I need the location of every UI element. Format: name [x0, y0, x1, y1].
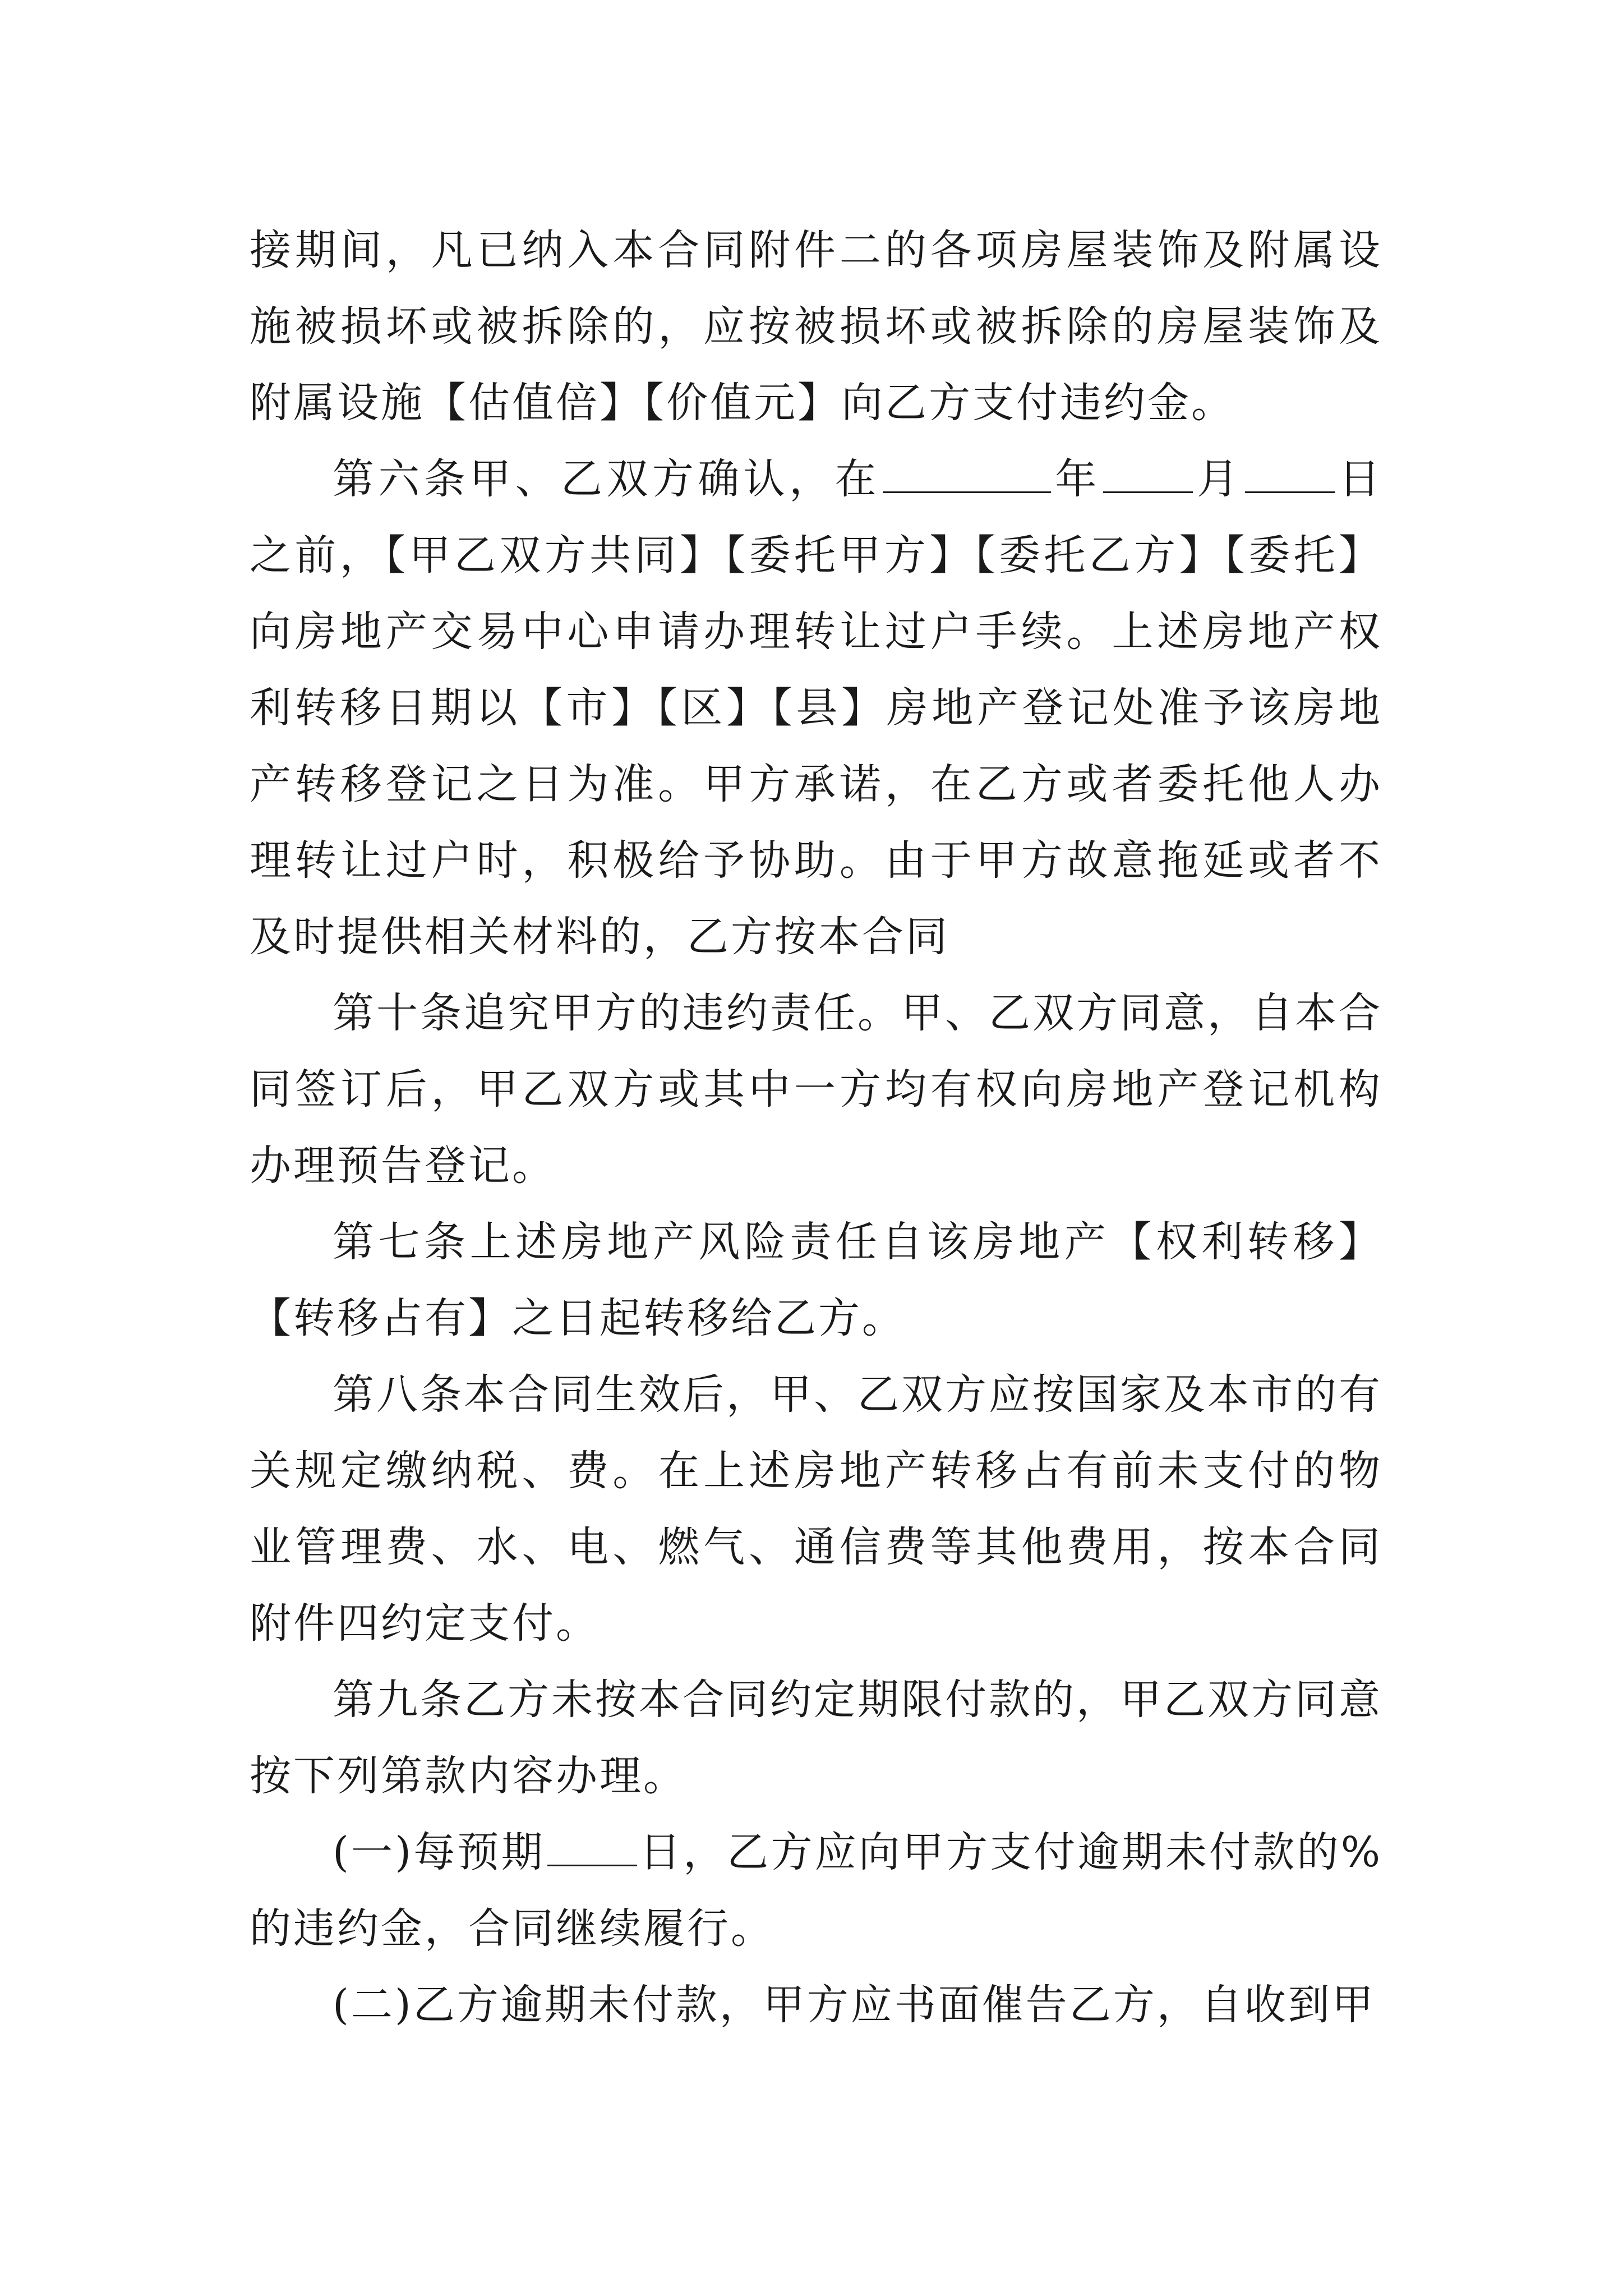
paragraph-text: 接期间，凡已纳入本合同附件二的各项房屋装饰及附属设施被损坏或被拆除的，应按被损坏或被拆除的房屋装饰及附属设施【估值倍】【价值元】向乙方支付违约金。	[250, 226, 1382, 427]
fill-in-blank	[883, 452, 1051, 493]
paragraph-text: 第七条上述房地产风险责任自该房地产【权利转移】【转移占有】之日起转移给乙方。	[250, 1218, 1382, 1342]
paragraph-text: (二)乙方逾期未付款，甲方应书面催告乙方，自收到甲	[333, 1981, 1376, 2029]
fill-in-blank	[547, 1825, 637, 1866]
paragraph-text: 第六条甲、乙双方确认，在	[333, 455, 880, 503]
paragraph-continuation	[250, 212, 1382, 441]
paragraph-article-6	[250, 441, 1382, 975]
fill-in-blank	[1245, 452, 1335, 493]
paragraph-text: (一)每预期	[333, 1828, 545, 1876]
paragraph-item-1	[250, 1814, 1382, 1967]
paragraph-item-2	[250, 1967, 1382, 2043]
paragraph-text: 月	[1195, 455, 1243, 503]
paragraph-text: 第九条乙方未按本合同约定期限付款的，甲乙双方同意按下列第款内容办理。	[250, 1676, 1382, 1800]
paragraph-text: 第八条本合同生效后，甲、乙双方应按国家及本市的有关规定缴纳税、费。在上述房地产转移占有前未支付的物业管理费、水、电、燃气、通信费等其他费用，按本合同附件四约定支付。	[250, 1370, 1382, 1648]
paragraph-article-8	[250, 1356, 1382, 1662]
paragraph-text: 日，乙方应向甲方支付逾期未付款的%的违约金，合同继续履行。	[250, 1828, 1383, 1953]
paragraph-text: 第十条追究甲方的违约责任。甲、乙双方同意，自本合同签订后，甲乙双方或其中一方均有权向房地产登记机构办理预告登记。	[250, 989, 1382, 1190]
paragraph-article-10	[250, 975, 1382, 1204]
fill-in-blank	[1103, 452, 1193, 493]
paragraph-article-9	[250, 1662, 1382, 1814]
document-body	[250, 212, 1382, 2043]
paragraph-text: 年	[1053, 455, 1101, 503]
paragraph-text: 日之前，【甲乙双方共同】【委托甲方】【委托乙方】【委托】向房地产交易中心申请办理转让过户手续。上述房地产权利转移日期以【市】【区】【县】房地产登记处准予该房地产转移登记之日为准。甲方承诺，在乙方或者委托他人办理转让过户时，积极给予协助。由于甲方故意拖延或者不及时提供相关材料的，乙方按本合同	[250, 455, 1383, 961]
paragraph-article-7	[250, 1204, 1382, 1356]
